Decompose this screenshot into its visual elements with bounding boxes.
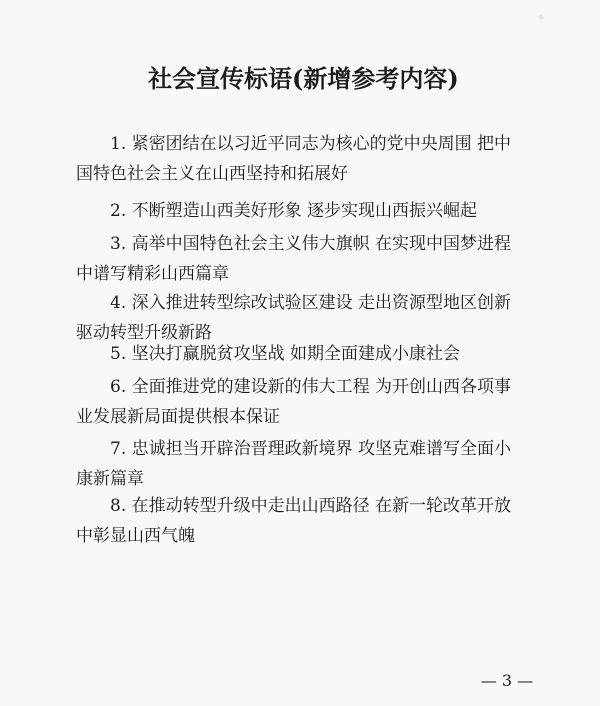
slogan-item-4-line-2: 驱动转型升级新路 <box>76 323 212 343</box>
slogan-item-6-line-2: 业发展新局面提供根本保证 <box>76 407 280 427</box>
slogan-item-8-line-1: 8. 在推动转型升级中走出山西路径 在新一轮改革开放 <box>110 496 512 516</box>
slogan-item-3-line-2: 中谱写精彩山西篇章 <box>76 264 229 284</box>
slogan-item-7-line-2: 康新篇章 <box>76 469 144 489</box>
slogan-item-8-line-2: 中彰显山西气魄 <box>76 526 195 546</box>
slogan-item-3 <box>76 229 526 289</box>
slogan-item-5-line-1: 5. 坚决打赢脱贫攻坚战 如期全面建成小康社会 <box>110 344 461 364</box>
slogan-item-6-line-1: 6. 全面推进党的建设新的伟大工程 为开创山西各项事 <box>110 377 512 397</box>
slogan-item-5 <box>76 339 526 369</box>
slogan-item-1-line-2: 国特色社会主义在山西坚持和拓展好 <box>76 164 348 184</box>
page-number: — 3 — <box>480 671 534 690</box>
scan-mark-icon: ◦ <box>538 13 544 24</box>
slogan-item-3-line-1: 3. 高举中国特色社会主义伟大旗帜 在实现中国梦进程 <box>110 234 512 254</box>
slogan-item-2-line-1: 2. 不断塑造山西美好形象 逐步实现山西振兴崛起 <box>110 201 478 221</box>
slogan-item-7-line-1: 7. 忠诚担当开辟治晋理政新境界 攻坚克难谱写全面小 <box>110 439 512 459</box>
slogan-item-6 <box>76 372 526 432</box>
slogan-item-1-line-1: 1. 紧密团结在以习近平同志为核心的党中央周围 把中 <box>110 134 512 154</box>
slogan-item-4-line-1: 4. 深入推进转型综改试验区建设 走出资源型地区创新 <box>110 293 512 313</box>
document-title: 社会宣传标语(新增参考内容) <box>148 64 459 93</box>
slogan-item-7 <box>76 434 526 494</box>
slogan-item-2 <box>76 196 526 226</box>
slogan-item-8 <box>76 491 526 551</box>
slogan-item-1 <box>76 129 526 189</box>
